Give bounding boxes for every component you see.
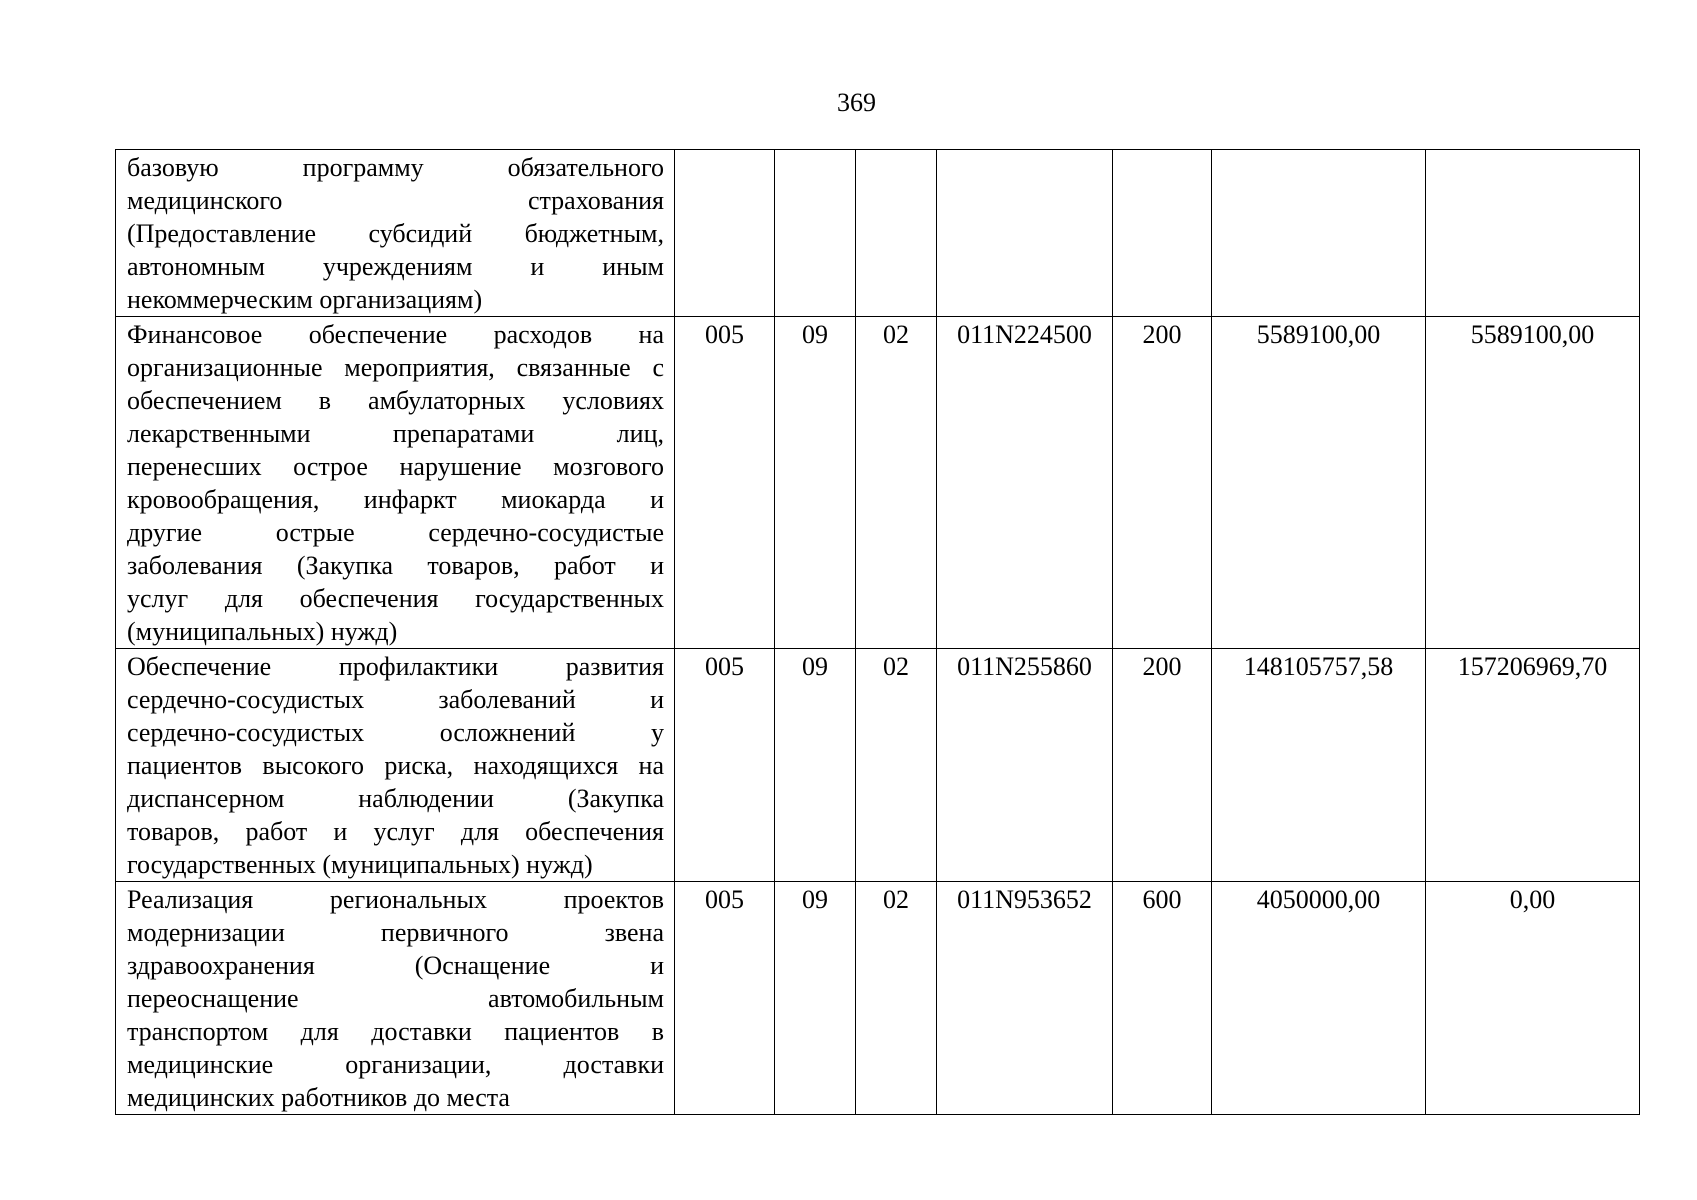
description-line: транспортом для доставки пациентов в — [127, 1017, 664, 1046]
subsection-code-cell — [856, 150, 937, 317]
description-line: модернизации первичного звена — [127, 918, 664, 947]
description-line: Реализация региональных проектов — [127, 885, 664, 914]
amount-year2-cell: 0,00 — [1426, 882, 1640, 1115]
amount-year2-cell: 5589100,00 — [1426, 317, 1640, 649]
expense-type-cell: 200 — [1113, 649, 1212, 882]
department-code-cell: 005 — [675, 649, 775, 882]
description-cell — [116, 150, 675, 317]
target-article-cell: 011N953652 — [937, 882, 1113, 1115]
description-line: автономным учреждениям и иным — [127, 252, 664, 281]
description-line: перенесших острое нарушение мозгового — [127, 452, 664, 481]
expense-type-cell — [1113, 150, 1212, 317]
description-cell — [116, 882, 675, 1115]
description-line: кровообращения, инфаркт миокарда и — [127, 485, 664, 514]
description-line: медицинского страхования — [127, 186, 664, 215]
subsection-code-cell: 02 — [856, 882, 937, 1115]
description-line: некоммерческим организациям) — [127, 285, 483, 314]
description-line: государственных (муниципальных) нужд) — [127, 850, 593, 879]
section-code-cell — [775, 150, 856, 317]
description-line: сердечно-сосудистых заболеваний и — [127, 685, 664, 714]
description-line: заболевания (Закупка товаров, работ и — [127, 551, 664, 580]
description-line: пациентов высокого риска, находящихся на — [127, 751, 664, 780]
expense-type-cell: 200 — [1113, 317, 1212, 649]
section-code-cell: 09 — [775, 649, 856, 882]
department-code-cell: 005 — [675, 317, 775, 649]
amount-year1-cell — [1212, 150, 1426, 317]
description-line: (Предоставление субсидий бюджетным, — [127, 219, 664, 248]
section-code-cell: 09 — [775, 317, 856, 649]
table-row — [116, 150, 1640, 317]
subsection-code-cell: 02 — [856, 317, 937, 649]
description-line: Финансовое обеспечение расходов на — [127, 320, 664, 349]
target-article-cell — [937, 150, 1113, 317]
description-line: услуг для обеспечения государственных — [127, 584, 664, 613]
description-line: медицинские организации, доставки — [127, 1050, 664, 1079]
target-article-cell: 011N255860 — [937, 649, 1113, 882]
amount-year2-cell — [1426, 150, 1640, 317]
description-line: переоснащение автомобильным — [127, 984, 664, 1013]
description-line: диспансерном наблюдении (Закупка — [127, 784, 664, 813]
description-cell — [116, 649, 675, 882]
target-article-cell: 011N224500 — [937, 317, 1113, 649]
amount-year1-cell: 5589100,00 — [1212, 317, 1426, 649]
budget-table — [115, 149, 1640, 1115]
table-row — [116, 649, 1640, 882]
amount-year1-cell: 4050000,00 — [1212, 882, 1426, 1115]
department-code-cell — [675, 150, 775, 317]
description-line: сердечно-сосудистых осложнений у — [127, 718, 664, 747]
description-line: здравоохранения (Оснащение и — [127, 951, 664, 980]
description-line: лекарственными препаратами лиц, — [127, 419, 664, 448]
expense-type-cell: 600 — [1113, 882, 1212, 1115]
description-cell — [116, 317, 675, 649]
table-row — [116, 882, 1640, 1115]
description-line: медицинских работников до места — [127, 1083, 510, 1112]
description-line: базовую программу обязательного — [127, 153, 664, 182]
description-line: обеспечением в амбулаторных условиях — [127, 386, 664, 415]
table-row — [116, 317, 1640, 649]
description-line: товаров, работ и услуг для обеспечения — [127, 817, 664, 846]
subsection-code-cell: 02 — [856, 649, 937, 882]
department-code-cell: 005 — [675, 882, 775, 1115]
amount-year2-cell: 157206969,70 — [1426, 649, 1640, 882]
amount-year1-cell: 148105757,58 — [1212, 649, 1426, 882]
description-line: (муниципальных) нужд) — [127, 617, 398, 646]
description-line: Обеспечение профилактики развития — [127, 652, 664, 681]
section-code-cell: 09 — [775, 882, 856, 1115]
description-line: другие острые сердечно-сосудистые — [127, 518, 664, 547]
description-line: организационные мероприятия, связанные с — [127, 353, 664, 382]
page-number: 369 — [837, 88, 876, 117]
